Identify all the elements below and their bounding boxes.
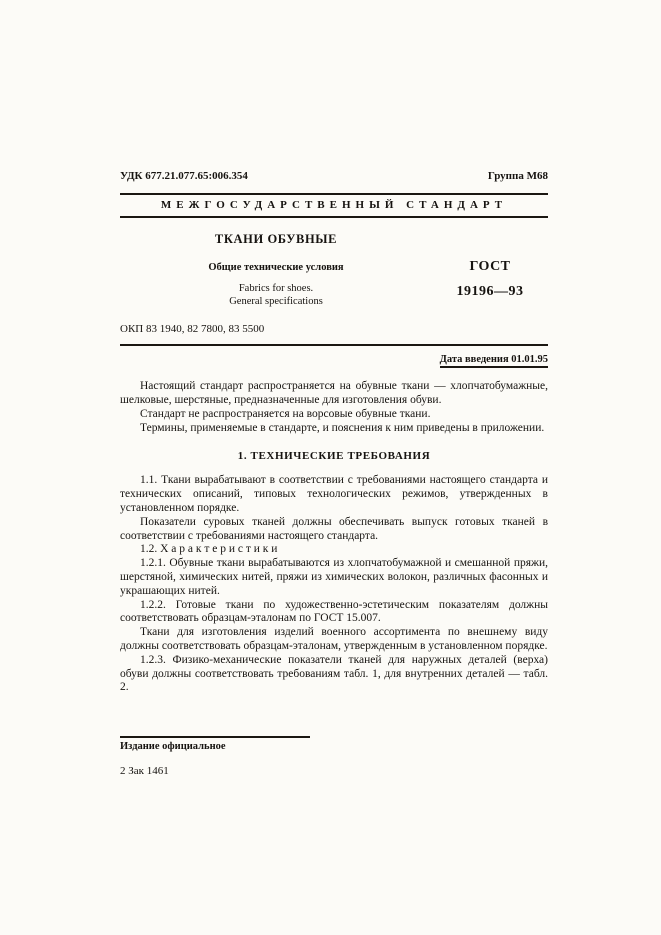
footer-rule (120, 736, 310, 738)
paragraph: 1.2.2. Готовые ткани по художественно-эстетическим показателям должны соответствовать образцам-эталонам по ГОСТ 15.007. (120, 598, 548, 625)
udk-code: УДК 677.21.077.65:006.354 (120, 170, 248, 182)
gost-label: ГОСТ (469, 259, 511, 274)
section-heading: 1. ТЕХНИЧЕСКИЕ ТРЕБОВАНИЯ (237, 450, 431, 463)
standard-type-label: МЕЖГОСУДАРСТВЕННЫЙ СТАНДАРТ (160, 199, 508, 211)
title-column (120, 232, 432, 308)
section-paragraphs (120, 474, 548, 695)
introduction-date-label: Дата введения (439, 354, 509, 366)
introduction-date (440, 354, 548, 368)
paragraph: 1.2. Х а р а к т е р и с т и к и (140, 543, 278, 556)
gost-number: 19196—93 (456, 284, 524, 300)
page-footer (120, 736, 548, 777)
introduction-date-line (120, 354, 548, 365)
title-block (120, 232, 548, 308)
paragraph: Ткани для изготовления изделий военного ассортимента по внешнему виду должны соответствовать образцам-эталонам, утвержденным в установленном порядке. (120, 626, 548, 652)
horizontal-rule (120, 344, 548, 346)
paragraph: 1.1. Ткани вырабатывают в соответствии с требованиями настоящего стандарта и технических описаний, типовых технологических режимов, утвержденных в установленном порядке. (120, 474, 548, 515)
standard-type-banner (120, 193, 548, 218)
print-order-number: 2 Зак 1461 (120, 765, 169, 777)
gost-designation (432, 232, 548, 308)
introduction-date-value: 01.01.95 (511, 354, 548, 366)
document-title: ТКАНИ ОБУВНЫЕ (214, 232, 338, 246)
official-edition-label: Издание официальное (120, 741, 226, 752)
paragraph: Настоящий стандарт распространяется на обувные ткани — хлопчатобумажные, шелковые, шерстяные, предназначенные для изготовления обуви. (120, 380, 548, 407)
title-en-line2: General specifications (229, 296, 323, 308)
group-code: Группа М68 (487, 170, 548, 182)
paragraph: Стандарт не распространяется на ворсовые обувные ткани. (140, 407, 431, 420)
title-en-line1: Fabrics for shoes. (238, 283, 314, 294)
intro-paragraphs (120, 380, 548, 435)
document-subtitle: Общие технические условия (208, 262, 344, 273)
page-content (120, 170, 548, 695)
paragraph: Термины, применяемые в стандарте, и пояснения к ним приведены в приложении. (140, 421, 545, 434)
paragraph: 1.2.1. Обувные ткани вырабатываются из хлопчатобумажной и смешанной пряжи, шерстяной, химических нитей, пряжи из химических волокон, различных фасонных и украшающих нитей. (120, 557, 548, 597)
document-title-english (120, 282, 432, 308)
paragraph: Показатели суровых тканей должны обеспечивать выпуск готовых тканей в соответствии с требованиями настоящего стандарта. (120, 515, 548, 542)
paragraph: 1.2.3. Физико-механические показатели тканей для наружных деталей (верха) обуви должны соответствовать требованиям табл. 1, для внутренних деталей — табл. 2. (120, 653, 548, 694)
okp-codes: ОКП 83 1940, 82 7800, 83 5500 (120, 323, 265, 336)
header-row (120, 170, 548, 182)
